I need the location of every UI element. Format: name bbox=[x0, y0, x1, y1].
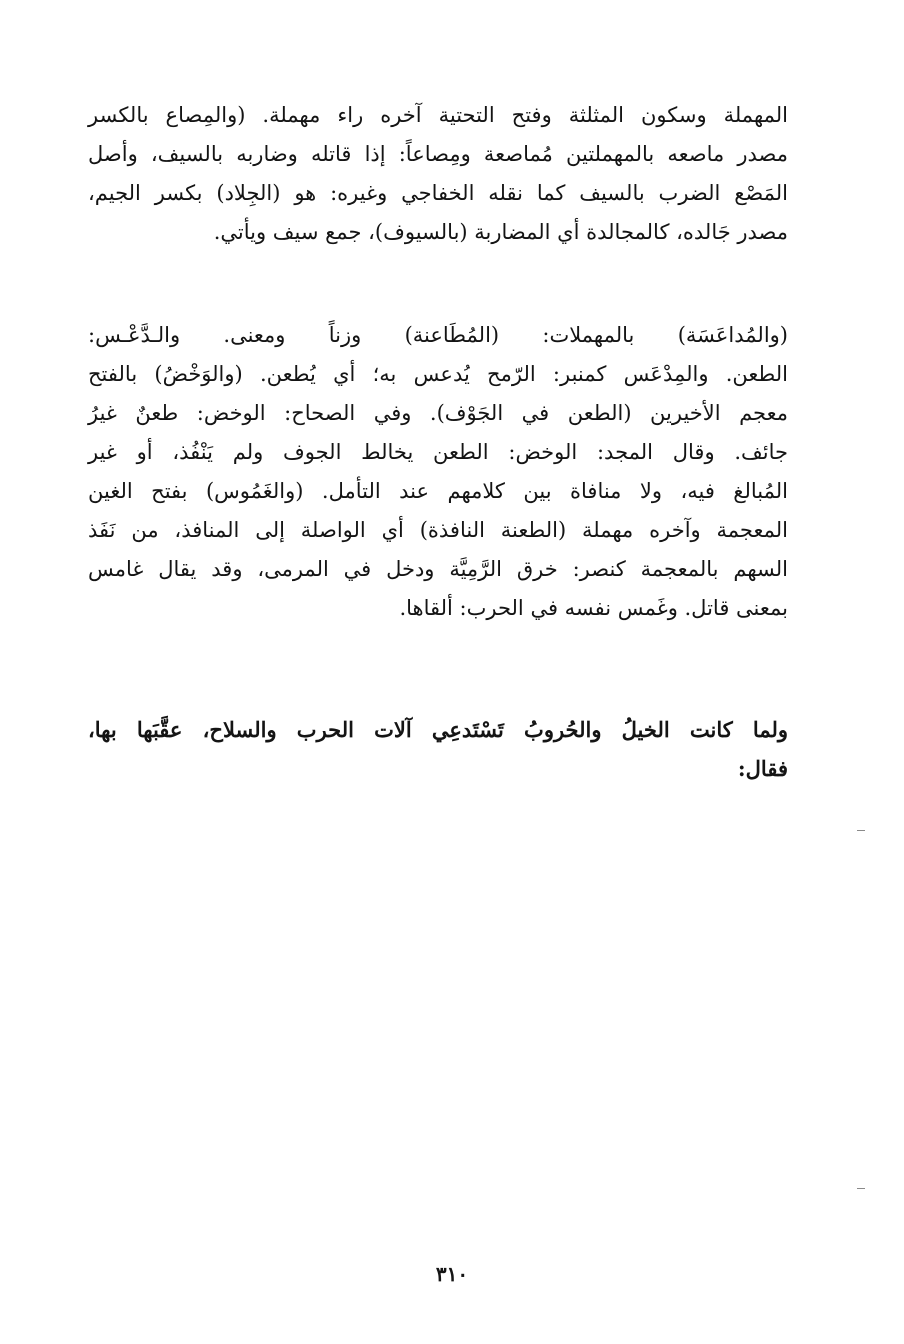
text-line: المهملة وسكون المثلثة وفتح التحتية آخره راء مهملة. (والمِصاع بالكسر bbox=[88, 103, 788, 127]
text-line: ولما كانت الخيلُ والحُروبُ تَسْتَدعِي آلات الحرب والسلاح، عقَّبَها بها، bbox=[88, 717, 788, 742]
text-line: مصدر جَالده، كالمجالدة أي المضاربة (بالسيوف)، جمع سيف ويأتي. bbox=[213, 220, 788, 244]
text-line: السهم بالمعجمة كنصر: خرق الرَّمِيَّة ودخل في المرمى، وقد يقال غامس bbox=[88, 557, 788, 581]
paragraph-1 bbox=[88, 96, 788, 252]
margin-mark bbox=[857, 1188, 865, 1189]
text-line: معجم الأخيرين (الطعن في الجَوْف). وفي الصحاح: الوخض: طعنٌ غيرُ bbox=[88, 401, 788, 425]
text-line: جائف. وقال المجد: الوخض: الطعن يخالط الجوف ولم يَنْفُذ، أو غير bbox=[88, 440, 788, 464]
text-line: مصدر ماصعه بالمهملتين مُماصعة ومِصاعاً: إذا قاتله وضاربه بالسيف، وأصل bbox=[88, 142, 788, 166]
paragraph-3 bbox=[88, 710, 788, 788]
text-line: فقال: bbox=[737, 756, 788, 781]
page-number: ٣١٠ bbox=[435, 1262, 469, 1286]
text-line: (والمُداعَسَة) بالمهملات: (المُطَاعنة) وزناً ومعنى. والـدَّعْـس: bbox=[88, 323, 788, 347]
text-line: بمعنى قاتل. وغَمس نفسه في الحرب: ألقاها. bbox=[399, 596, 788, 620]
text-line: المُبالغ فيه، ولا منافاة بين كلامهم عند التأمل. (والغَمُوس) بفتح الغين bbox=[88, 479, 788, 503]
text-line: المَصْع الضرب بالسيف كما نقله الخفاجي وغيره: هو (الجِلاد) بكسر الجيم، bbox=[88, 181, 788, 205]
text-line: المعجمة وآخره مهملة (الطعنة النافذة) أي الواصلة إلى المنافذ، من نَفَذ bbox=[88, 518, 788, 542]
paragraph-2 bbox=[88, 316, 788, 628]
margin-mark bbox=[857, 830, 865, 831]
text-line: الطعن. والمِدْعَس كمنبر: الرّمح يُدعس به؛ أي يُطعن. (والوَخْضُ) بالفتح bbox=[88, 362, 788, 386]
